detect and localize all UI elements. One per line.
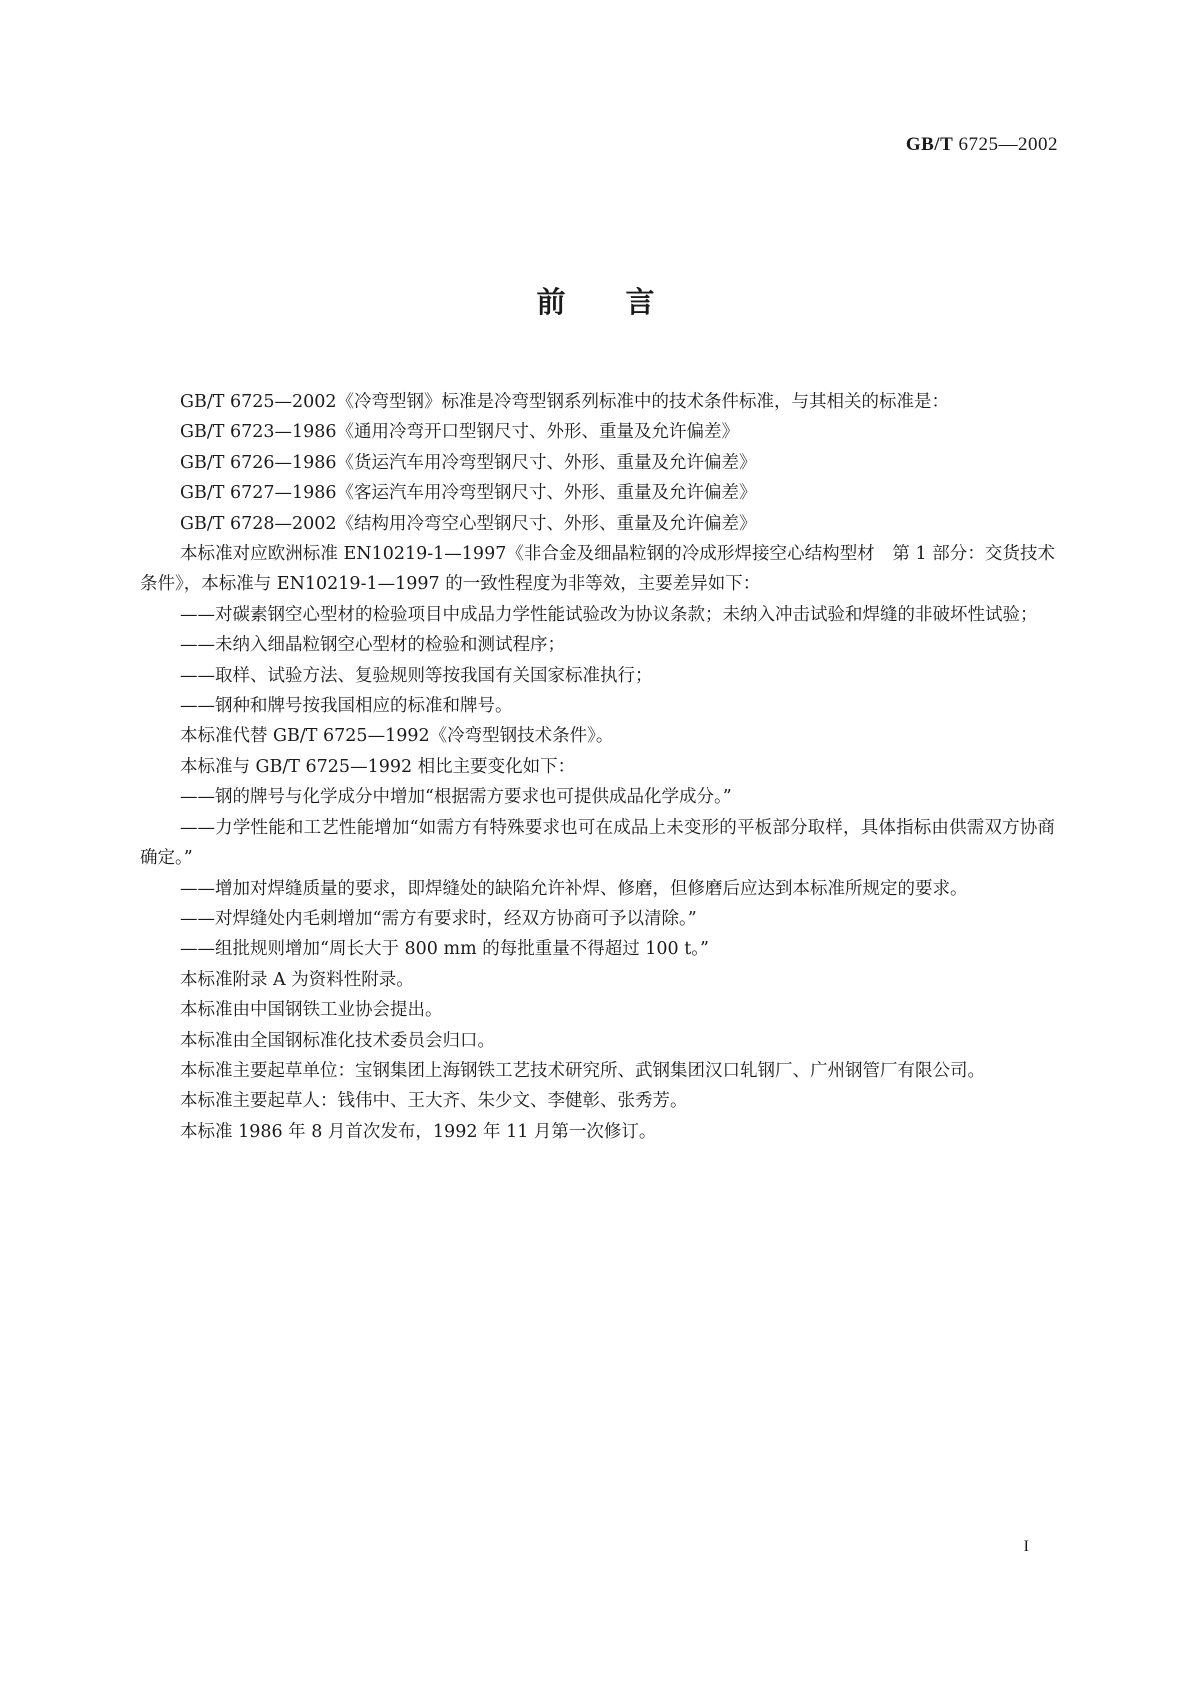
foreword-body bbox=[140, 387, 1055, 1147]
paragraph: ——对碳素钢空心型材的检验项目中成品力学性能试验改为协议条款；未纳入冲击试验和焊缝的非破坏性试验； bbox=[180, 604, 1038, 625]
paragraph: 本标准主要起草人：钱伟中、王大齐、朱少文、李健彰、张秀芳。 bbox=[180, 1091, 688, 1112]
paragraph: ——钢种和牌号按我国相应的标准和牌号。 bbox=[180, 696, 513, 717]
paragraph: ——增加对焊缝质量的要求，即焊缝处的缺陷允许补焊、修磨，但修磨后应达到本标准所规定的要求。 bbox=[180, 878, 968, 899]
standard-code bbox=[906, 134, 1058, 156]
paragraph: ——取样、试验方法、复验规则等按我国有关国家标准执行； bbox=[180, 665, 653, 686]
paragraph: 本标准主要起草单位：宝钢集团上海钢铁工艺技术研究所、武钢集团汉口轧钢厂、广州钢管厂有限公司。 bbox=[180, 1060, 985, 1081]
paragraph: ——对焊缝处内毛刺增加“需方有要求时，经双方协商可予以清除。” bbox=[180, 908, 697, 929]
paragraph: GB/T 6727—1986《客运汽车用冷弯型钢尺寸、外形、重量及允许偏差》 bbox=[180, 483, 757, 504]
paragraph: GB/T 6726—1986《货运汽车用冷弯型钢尺寸、外形、重量及允许偏差》 bbox=[180, 452, 757, 473]
standard-code-number: 6725—2002 bbox=[958, 134, 1058, 155]
page-number: I bbox=[1023, 1538, 1029, 1555]
page-title: 前言 bbox=[536, 285, 715, 319]
paragraph: GB/T 6725—2002《冷弯型钢》标准是冷弯型钢系列标准中的技术条件标准，与其相关的标准是： bbox=[180, 392, 950, 412]
standard-code-prefix: GB/T bbox=[905, 134, 954, 155]
paragraph: 本标准由中国钢铁工业协会提出。 bbox=[180, 1000, 443, 1021]
paragraph: 本标准附录 A 为资料性附录。 bbox=[180, 969, 414, 990]
paragraph: 本标准对应欧洲标准 EN10219-1—1997《非合金及细晶粒钢的冷成形焊接空心结构型材 第 1 部分：交货技术条件》，本标准与 EN10219-1—1997 的一致性程度为非等效，主要差异如下： bbox=[140, 544, 1055, 595]
paragraph: 本标准与 GB/T 6725—1992 相比主要变化如下： bbox=[180, 756, 576, 777]
paragraph: 本标准 1986 年 8 月首次发布，1992 年 11 月第一次修订。 bbox=[180, 1121, 657, 1142]
paragraph: ——未纳入细晶粒钢空心型材的检验和测试程序； bbox=[180, 635, 565, 656]
paragraph: GB/T 6723—1986《通用冷弯开口型钢尺寸、外形、重量及允许偏差》 bbox=[180, 422, 740, 443]
paragraph: 本标准由全国钢标准化技术委员会归口。 bbox=[180, 1030, 495, 1051]
paragraph: GB/T 6728—2002《结构用冷弯空心型钢尺寸、外形、重量及允许偏差》 bbox=[180, 513, 757, 534]
paragraph: ——力学性能和工艺性能增加“如需方有特殊要求也可在成品上未变形的平板部分取样，具体指标由供需双方协商确定。” bbox=[140, 817, 1055, 869]
paragraph: 本标准代替 GB/T 6725—1992《冷弯型钢技术条件》。 bbox=[180, 726, 614, 747]
paragraph: ——钢的牌号与化学成分中增加“根据需方要求也可提供成品化学成分。” bbox=[180, 787, 732, 808]
paragraph: ——组批规则增加“周长大于 800 mm 的每批重量不得超过 100 t。” bbox=[180, 939, 709, 960]
